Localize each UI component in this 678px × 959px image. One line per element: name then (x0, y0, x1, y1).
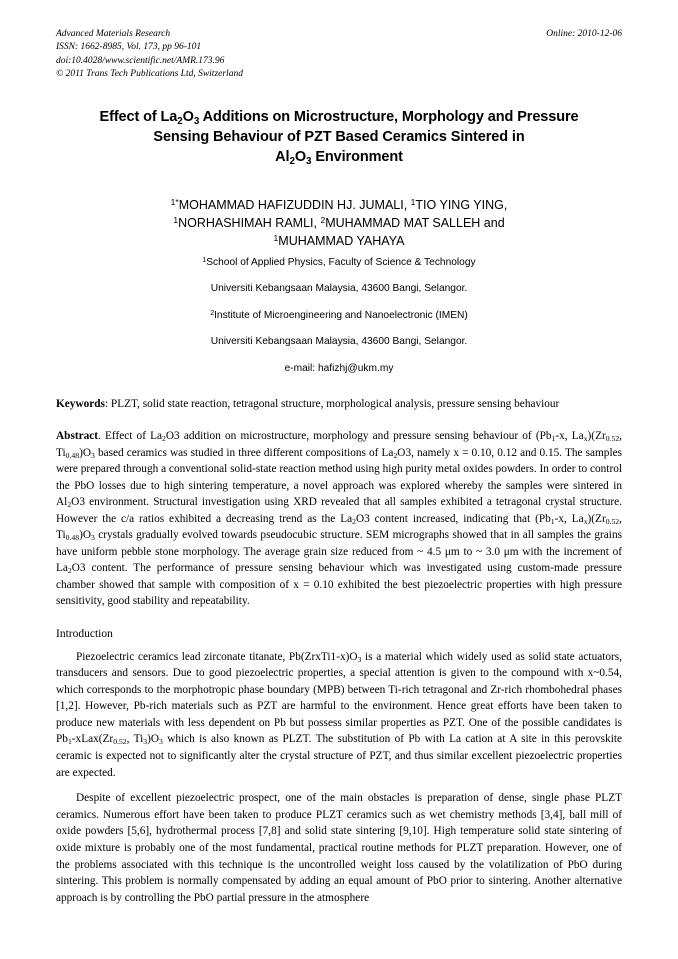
title-line-2: Sensing Behaviour of PZT Based Ceramics Sintered in (153, 128, 525, 145)
affiliation-2: Universiti Kebangsaan Malaysia, 43600 Bangi, Selangor. (210, 283, 468, 295)
contact-email: e-mail: hafizhj@ukm.my (284, 363, 394, 375)
journal-issn: ISSN: 1662-8985, Vol. 173, pp 96-101 (56, 42, 202, 53)
author-line-3: $^1$MUHAMMAD YAHAYA (273, 233, 405, 248)
intro-paragraph-2: Despite of excellent piezoelectric prospect, one of the main obstacles is preparation of dense, single phase PLZT ceramics. Numerous effort have been taken to produce PLZT ceramics such as wet chemistry methods [3,4], ball mill of oxide powders [5,6], hydrothermal process [7,8] and solid state sintering [9,10]. High temperature solid state sintering of oxide mixture is probably one of the most fundamental, practical routine methods for PLZT preparation. However, one of the problems associated with this technique is the uncontrolled weight loss caused by the volatilization of PbO during sintering. This problem is normally compensated by adding an equal amount of PbO prior to sintering. Another alternative approach is by controlling the PbO partial pressure in the atmosphere (56, 792, 622, 904)
abstract-label: Abstract (56, 430, 99, 443)
journal-copyright: © 2011 Trans Tech Publications Ltd, Switzerland (56, 69, 243, 80)
author-list (56, 196, 622, 250)
keywords-text: : PLZT, solid state reaction, tetragonal structure, morphological analysis, pressure sensing behaviour (104, 398, 560, 411)
affiliation-4: Universiti Kebangsaan Malaysia, 43600 Bangi, Selangor. (210, 335, 468, 347)
intro-paragraph-1: Piezoelectric ceramics lead zirconate titanate, $Pb(ZrxTi1-x)O_3$ is a material which widely used as solid state actuators, transducers and sensors. Due to good piezoelectric properties, a special attention is given to the compound with x~0.54, which corresponds to the morphotropic phase boundary (MPB) between Ti-rich tetragonal and Zr-rich rhombohedral phases [1,2]. However, Pb-rich materials such as PZT are harmful to the environment. Hence great efforts have been taken to produce new materials with less dependent on Pb but possess similar properties as PZT. One of the possible candidates is $Pb_1-xLax(Zr_{0.52}$, $Ti_3)O_3$ which is also known as PLZT. The substitution of Pb with La cation at A site in this perovskite ceramic is expected not to significantly alter the crystal structure of PZT, and thus similar excellent piezoelectric properties are expected. (56, 650, 623, 779)
title-line-1: Effect of $La_2O_3$ Additions on Microstructure, Morphology and Pressure (99, 108, 579, 127)
online-date: Online: 2010-12-06 (546, 29, 622, 39)
author-line-2: $^1$NORHASHIMAH RAMLI, $^2$MUHAMMAD MAT SALLEH and (173, 214, 505, 230)
affiliation-1: $^1$School of Applied Physics, Faculty of Science & Technology (202, 256, 476, 268)
author-line-1: $^{1*}$MOHAMMAD HAFIZUDDIN HJ. JUMALI, $^1$TIO YING YING, (170, 196, 508, 212)
journal-header (56, 28, 622, 82)
journal-name: Advanced Materials Research (56, 29, 171, 39)
title-line-3: $Al_2O_3$ Environment (275, 148, 403, 167)
abstract-block (56, 428, 622, 609)
keywords-label: Keywords (56, 398, 105, 411)
affiliation-3: $^2$Institute of Microengineering and Nanoelectronic (IMEN) (210, 309, 468, 321)
section-heading-introduction: Introduction (56, 627, 113, 640)
journal-doi: doi:10.4028/www.scientific.net/AMR.173.96 (56, 55, 225, 66)
page-title (56, 108, 622, 168)
abstract-text: . Effect of $La_2O3$ addition on microstructure, morphology and pressure sensing behaviour of ($Pb_1-x$, $La_x)(Zr_{0.52}$, $Ti_{0.48})O_3$ based ceramics was studied in three different compositions of $La_2O3$, namely x = 0.10, 0.12 and 0.15. The samples were prepared through a conventional solid-state reaction method using high purity metal oxides powders. In order to control the PbO losses due to high sintering temperature, a novel approach was explored whereby the samples were sintered in $Al_2O3$ environment. Structural investigation using XRD revealed that all samples exhibited a tetragonal crystal structure. However the c/a ratios exhibited a decreasing trend as the $La_2O3$ content increased, indicating that ($Pb_1-x$, $La_x)(Zr_{0.52}$, $Ti_{0.48})O_3$ crystals gradually evolved towards pseudocubic structure. SEM micrographs showed that in all samples the grains have uniform pebble stone morphology. The average grain size reduced from ~ 4.5 μm to ~ 3.0 μm with the increment of $La_2O3$ content. The performance of pressure sensing behaviour which was investigated using custom-made pressure chamber showed that sample with composition of x = 0.10 exhibited the best piezoelectric properties with high pressure sensitivity, good stability and repeatability. (56, 430, 622, 608)
keywords-block (56, 396, 622, 412)
